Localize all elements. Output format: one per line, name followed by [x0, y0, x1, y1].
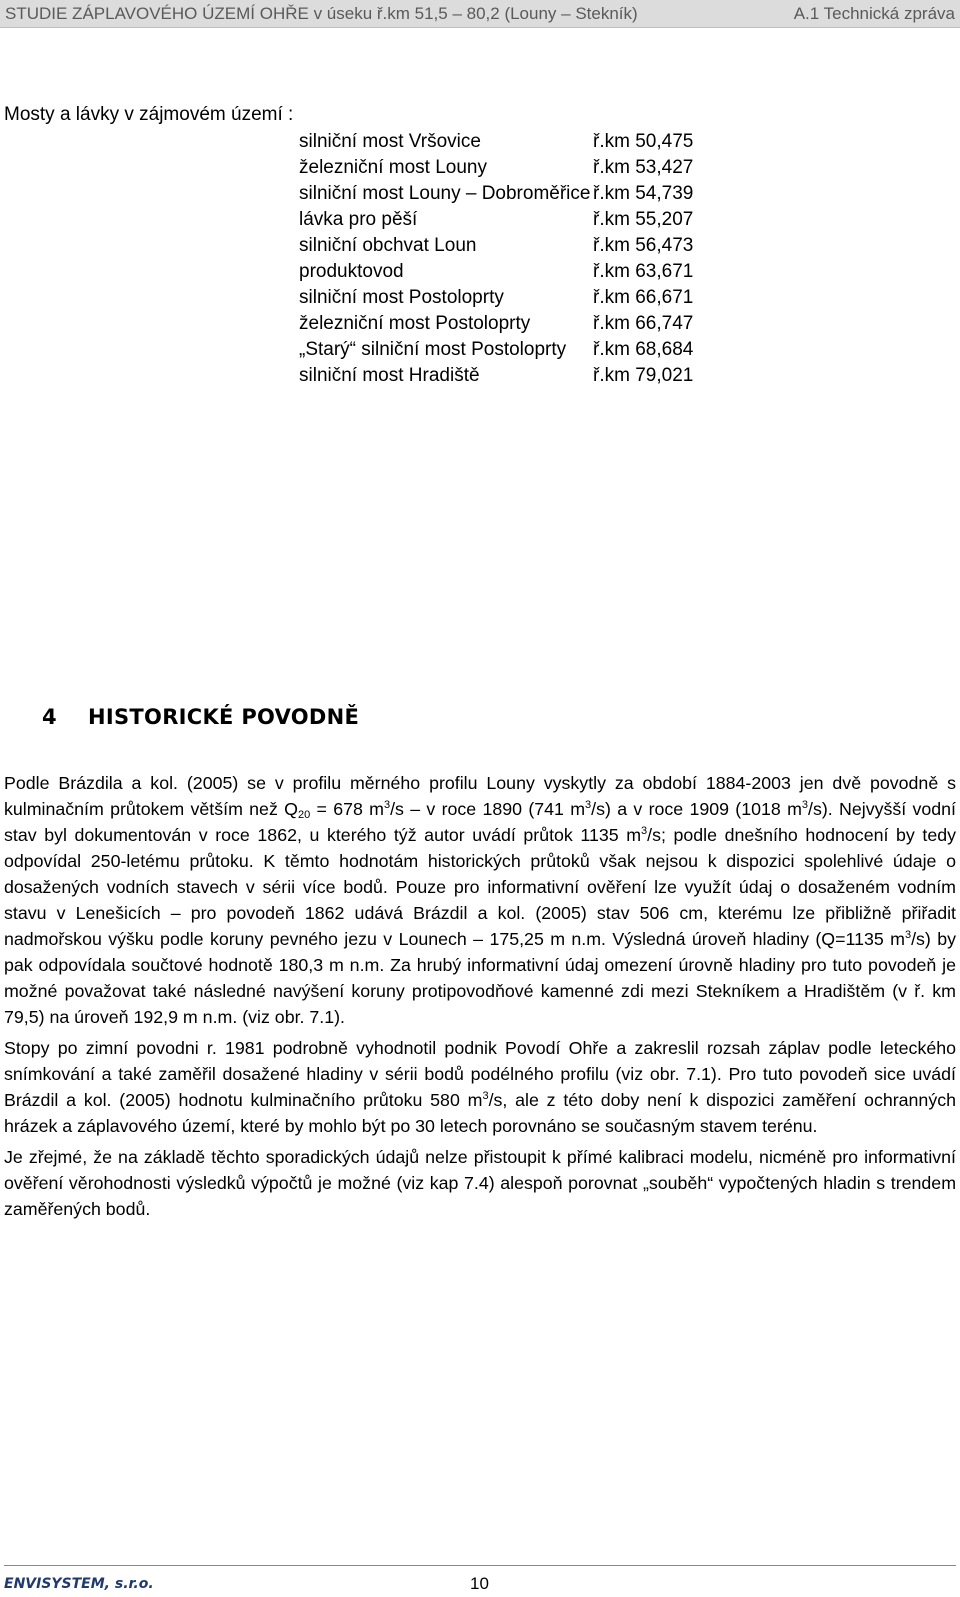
bridge-name: „Starý“ silniční most Postoloprty: [299, 339, 567, 360]
bridge-name: silniční most Postoloprty: [299, 287, 504, 308]
bridge-name: lávka pro pěší: [299, 209, 418, 230]
bridge-name: železniční most Postoloprty: [299, 313, 531, 334]
bridge-km: ř.km 54,739: [593, 183, 694, 204]
list-item: [299, 285, 719, 311]
paragraph: [4, 770, 956, 1030]
superscript: 3: [904, 929, 912, 941]
bridge-name: silniční obchvat Loun: [299, 235, 477, 256]
bridge-km: ř.km 63,671: [593, 261, 694, 282]
list-item: [299, 207, 719, 233]
paragraph: Je zřejmé, že na základě těchto sporadických údajů nelze přistoupit k přímé kalibraci modelu, nicméně pro informativní ověření věrohodnosti výsledků výpočtů je možné (viz kap 7.4) alespoň porovnat „souběh“ vypočtených hladin s trendem zaměřených bodů.: [4, 1147, 956, 1219]
text-run: = 678 m: [310, 799, 384, 819]
list-item: [299, 259, 719, 285]
text-run: /s; podle dnešního hodnocení by tedy odpovídal 250-letému průtoku. K těmto hodnotám historických průtoků však nejsou k dispozici spolehlivé údaje o dosažených vodních stavech v sérii více bodů. Pouze pro informativní ověření lze využít údaj o dosaženém vodním stavu v Lenešicích – pro povodeň 1862 udává Brázdil a kol. (2005) stav 506 cm, kterému lze přibližně přiřadit nadmořskou výšku podle koruny pevného jezu v Lounech – 175,25 m n.m. Výsledná úroveň hladiny (Q=1135 m: [4, 825, 956, 949]
superscript: 3: [482, 1090, 489, 1102]
page-number: 10: [470, 1574, 489, 1593]
bridge-name: silniční most Hradiště: [299, 365, 480, 386]
list-item: [299, 233, 719, 259]
bridge-km: ř.km 50,475: [593, 131, 694, 152]
section-title: HISTORICKÉ POVODNĚ: [88, 705, 360, 729]
bridge-name: silniční most Louny – Dobroměřice: [299, 183, 591, 204]
paragraph: [4, 1035, 956, 1139]
section-heading: [42, 705, 359, 729]
bridge-km: ř.km 68,684: [593, 339, 694, 360]
section-number: 4: [42, 705, 57, 729]
superscript: 3: [383, 799, 391, 811]
bridge-km: ř.km 56,473: [593, 235, 694, 256]
bridge-km: ř.km 66,747: [593, 313, 694, 334]
document-title: STUDIE ZÁPLAVOVÉHO ÚZEMÍ OHŘE v úseku ř.km 51,5 – 80,2 (Louny – Stekník): [5, 4, 638, 23]
bridge-name: silniční most Vršovice: [299, 131, 481, 152]
bridge-km: ř.km 79,021: [593, 365, 694, 386]
list-item: [299, 129, 719, 155]
document-section: A.1 Technická zpráva: [793, 4, 955, 23]
bridges-intro: Mosty a lávky v zájmovém území :: [4, 104, 294, 125]
list-item: [299, 181, 719, 207]
bridge-name: produktovod: [299, 261, 404, 282]
text-run: /s – v roce 1890 (741 m: [390, 799, 586, 819]
bridges-list: [299, 129, 719, 389]
list-item: [299, 155, 719, 181]
page-header: [0, 0, 960, 28]
list-item: [299, 311, 719, 337]
text-run: /s). Nejvyšší vodní stav byl dokumentován v roce 1862, u kterého týž autor uvádí průtok 1135 m: [4, 799, 956, 845]
text-run: /s) by pak odpovídala součtové hodnotě 180,3 m n.m. Za hrubý informativní údaj omezení úrovně hladiny pro tuto povodeň je možné považovat také následné navýšení koruny protipovodňové kamenné zdi mezi Stekníkem a Hradištěm (v ř. km 79,5) na úroveň 192,9 m n.m. (viz obr. 7.1).: [4, 929, 956, 1027]
list-item: [299, 363, 719, 389]
text-run: Stopy po zimní povodni r. 1981 podrobně vyhodnotil podnik Povodí Ohře a zakreslil rozsah záplav podle leteckého snímkování a také zaměřil dosažené hladiny v sérii bodů podélného profilu (viz obr. 7.1). Pro tuto povodeň sice uvádí Brázdil a kol. (2005) hodnotu kulminačního průtoku 580 m: [4, 1038, 956, 1110]
bridge-km: ř.km 55,207: [593, 209, 694, 230]
footer-divider: [4, 1565, 956, 1566]
bridge-km: ř.km 53,427: [593, 157, 694, 178]
text-run: /s) a v roce 1909 (1018 m: [591, 799, 802, 819]
superscript: 3: [641, 825, 648, 837]
bridge-name: železniční most Louny: [299, 157, 487, 178]
body-text: [4, 770, 956, 1227]
subscript: 20: [297, 809, 311, 821]
text-run: Podle Brázdila a kol. (2005) se v profilu měrného profilu Louny vyskytly za období 1884-2003 jen dvě povodně s kulminačním průtokem větším než Q: [4, 773, 956, 819]
list-item: [299, 337, 719, 363]
company-logo: ENVISYSTEM, s.r.o.: [4, 1576, 154, 1592]
superscript: 3: [801, 799, 809, 811]
superscript: 3: [585, 799, 592, 811]
text-run: /s, ale z této doby není k dispozici zaměření ochranných hrázek a záplavového území, které by mohlo být po 30 letech porovnáno se současným stavem terénu.: [4, 1090, 956, 1136]
bridge-km: ř.km 66,671: [593, 287, 694, 308]
